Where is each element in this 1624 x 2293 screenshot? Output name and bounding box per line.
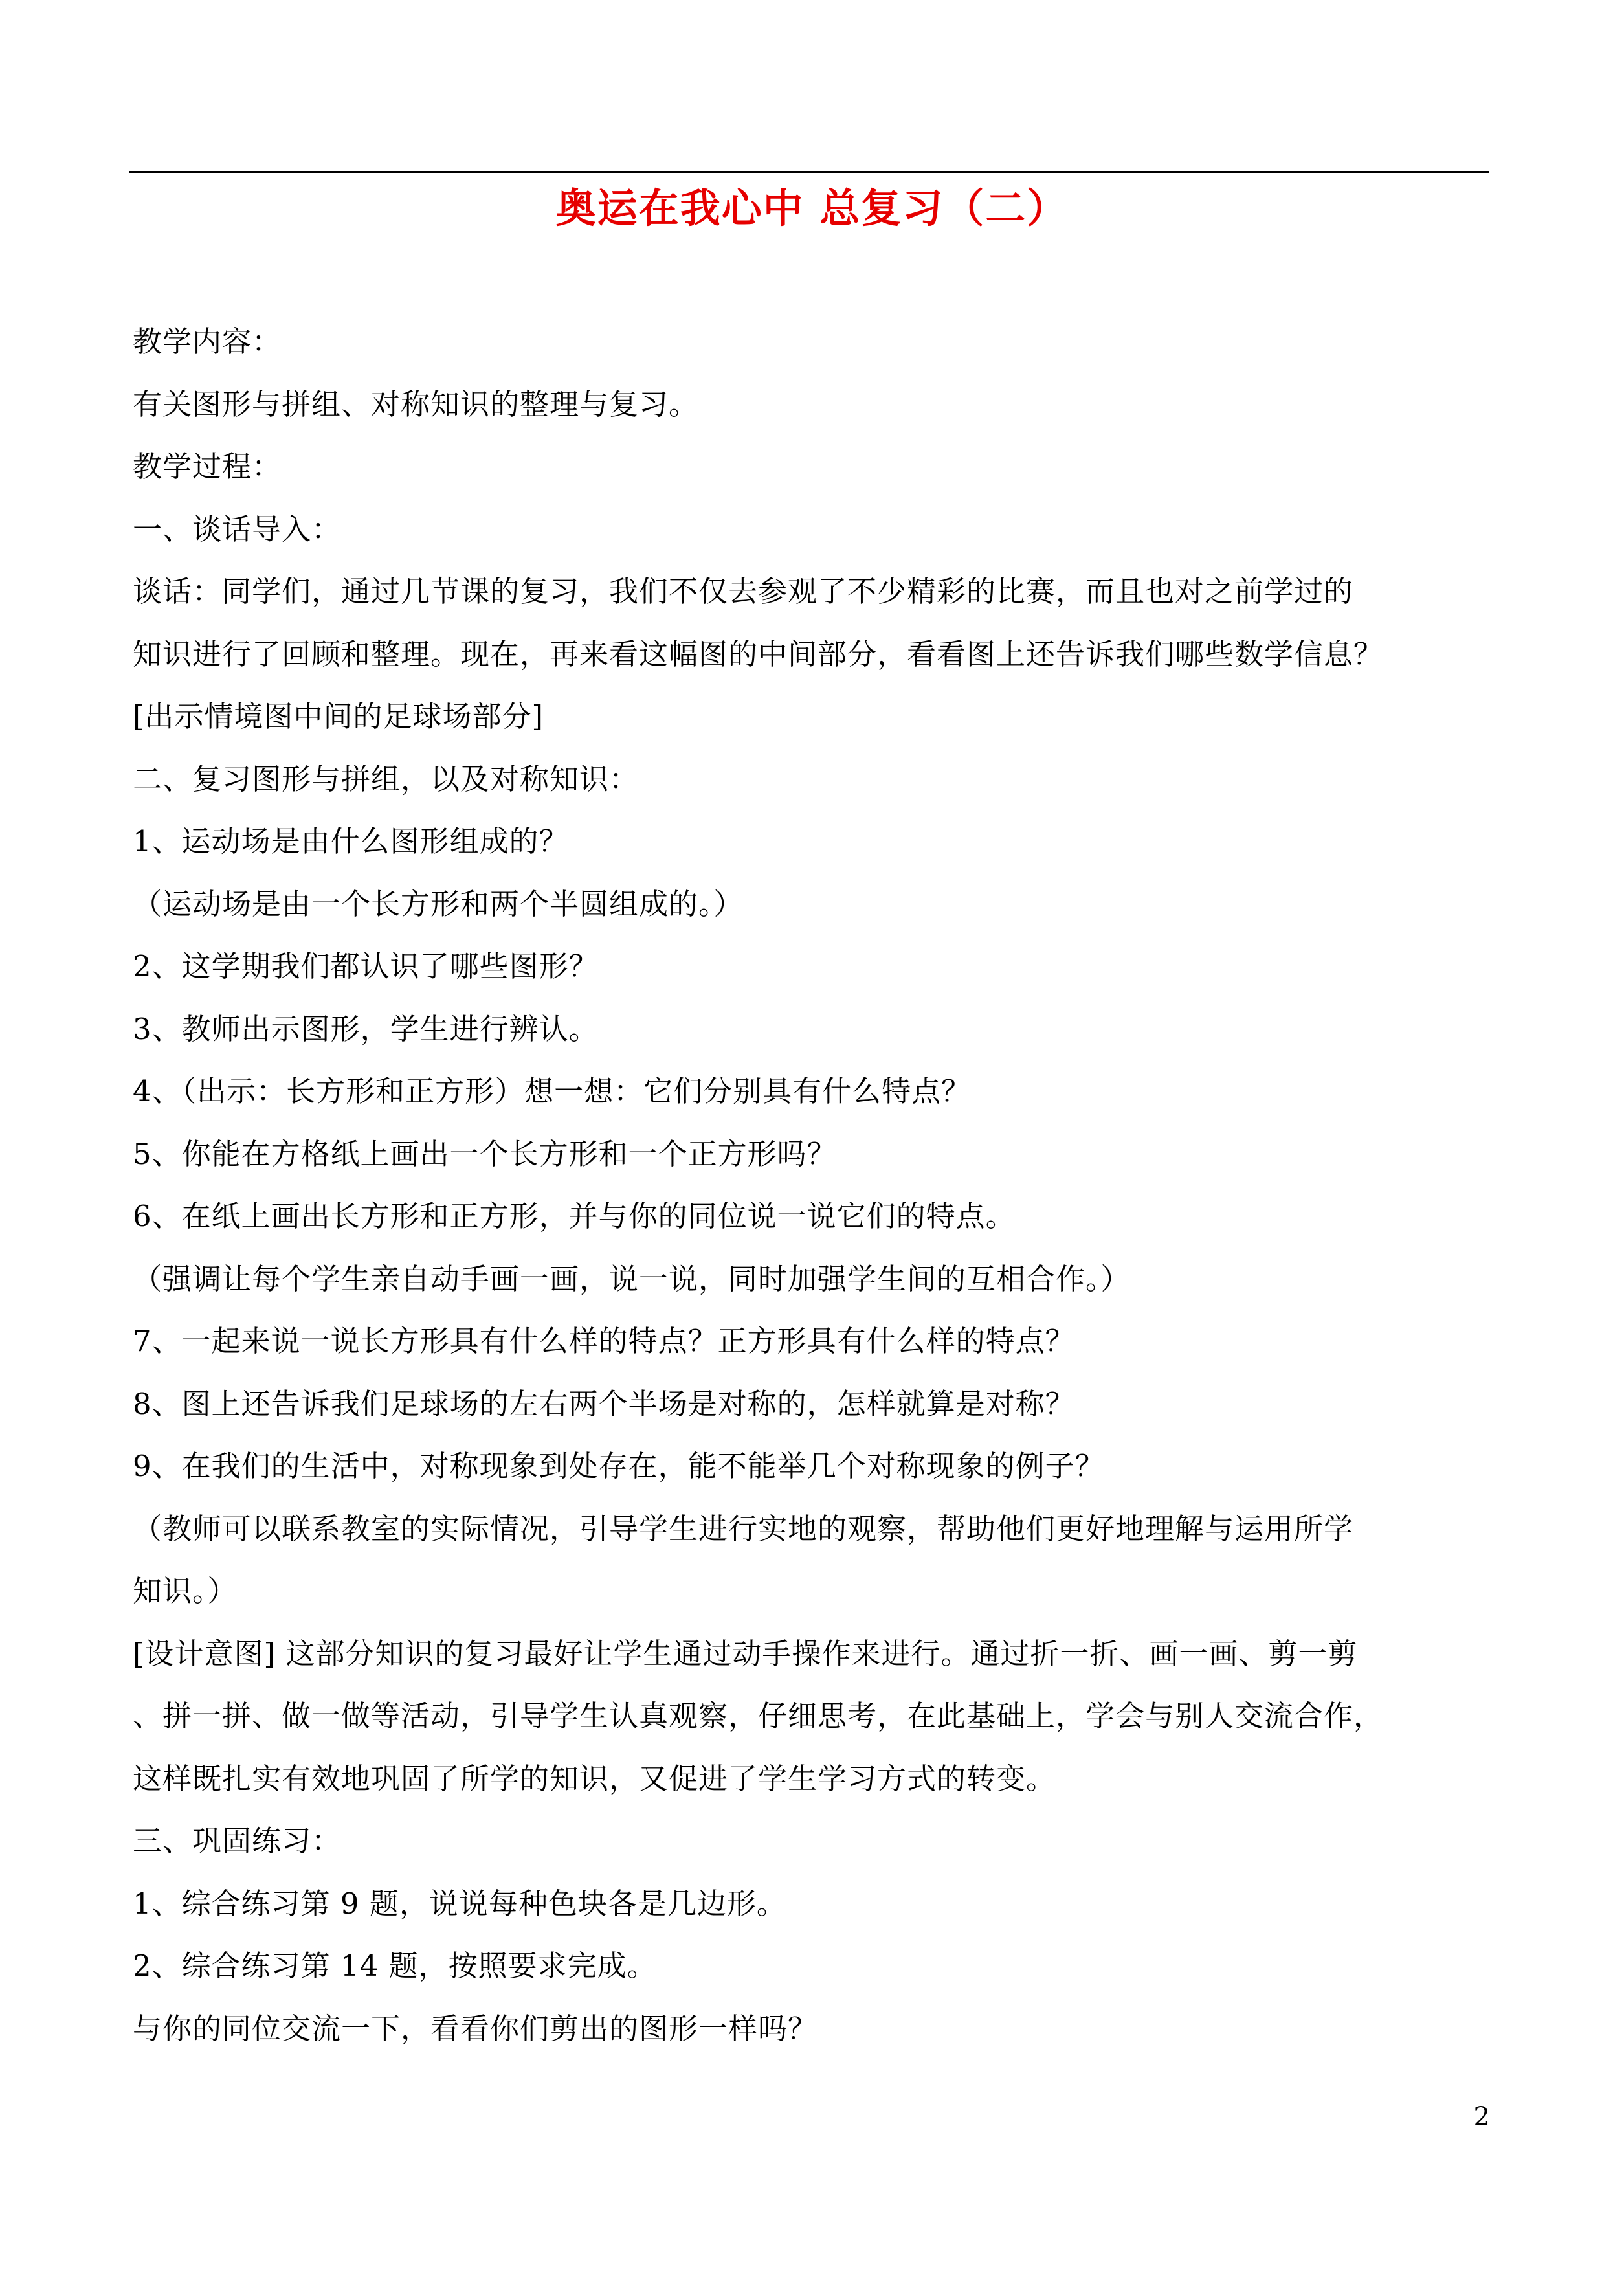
text-line: [出示情境图中间的足球场部分] (133, 699, 544, 733)
list-item: 1、运动场是由什么图形组成的？ (133, 824, 569, 858)
header-rule (129, 171, 1489, 173)
text-line: 知识进行了回顾和整理。现在，再来看这幅图的中间部分，看看图上还告诉我们哪些数学信息？ (133, 636, 1384, 671)
list-item: 2、这学期我们都认识了哪些图形？ (133, 949, 599, 983)
text-line: 这样既扎实有效地巩固了所学的知识，又促进了学生学习方式的转变。 (133, 1761, 1056, 1796)
text-line: 有关图形与拼组、对称知识的整理与复习。 (133, 386, 699, 421)
text-line: 教学内容： (133, 324, 282, 359)
text-line: 谈话：同学们，通过几节课的复习，我们不仅去参观了不少精彩的比赛，而且也对之前学过的 (133, 574, 1354, 609)
text-line: 教学过程： (133, 449, 282, 484)
section-heading: 二、复习图形与拼组，以及对称知识： (133, 761, 640, 796)
text-line: （运动场是由一个长方形和两个半圆组成的。） (133, 886, 744, 921)
list-item: 5、你能在方格纸上画出一个长方形和一个正方形吗？ (133, 1136, 837, 1171)
list-item: 3、教师出示图形，学生进行辨认。 (133, 1011, 599, 1046)
text-line: （强调让每个学生亲自动手画一画，说一说，同时加强学生间的互相合作。） (133, 1261, 1131, 1296)
list-item: 1、综合练习第 9 题，说说每种色块各是几边形。 (133, 1886, 786, 1921)
text-line: 、拼一拼、做一做等活动，引导学生认真观察，仔细思考，在此基础上，学会与别人交流合作， (133, 1699, 1384, 1733)
list-item: 4、（出示：长方形和正方形）想一想：它们分别具有什么特点？ (133, 1074, 972, 1108)
section-heading: 一、谈话导入： (133, 511, 342, 546)
text-line: （教师可以联系教室的实际情况，引导学生进行实地的观察，帮助他们更好地理解与运用所学 (133, 1511, 1354, 1546)
document-title: 奥运在我心中 总复习（二） (555, 185, 1069, 232)
document-body (133, 311, 1492, 2060)
list-item: 6、在纸上画出长方形和正方形，并与你的同位说一说它们的特点。 (133, 1199, 1016, 1233)
section-heading: 三、巩固练习： (133, 1824, 342, 1858)
text-line: [设计意图] 这部分知识的复习最好让学生通过动手操作来进行。通过折一折、画一画、剪一剪 (133, 1636, 1358, 1671)
text-line: 知识。） (133, 1574, 238, 1608)
page-number: 2 (1473, 2102, 1490, 2132)
list-item: 7、一起来说一说长方形具有什么样的特点？正方形具有什么样的特点？ (133, 1324, 1075, 1358)
list-item: 8、图上还告诉我们足球场的左右两个半场是对称的，怎样就算是对称？ (133, 1386, 1075, 1421)
text-line: 与你的同位交流一下，看看你们剪出的图形一样吗？ (133, 2011, 818, 2046)
list-item: 9、在我们的生活中，对称现象到处存在，能不能举几个对称现象的例子？ (133, 1449, 1105, 1483)
list-item: 2、综合练习第 14 题，按照要求完成。 (133, 1949, 657, 1983)
